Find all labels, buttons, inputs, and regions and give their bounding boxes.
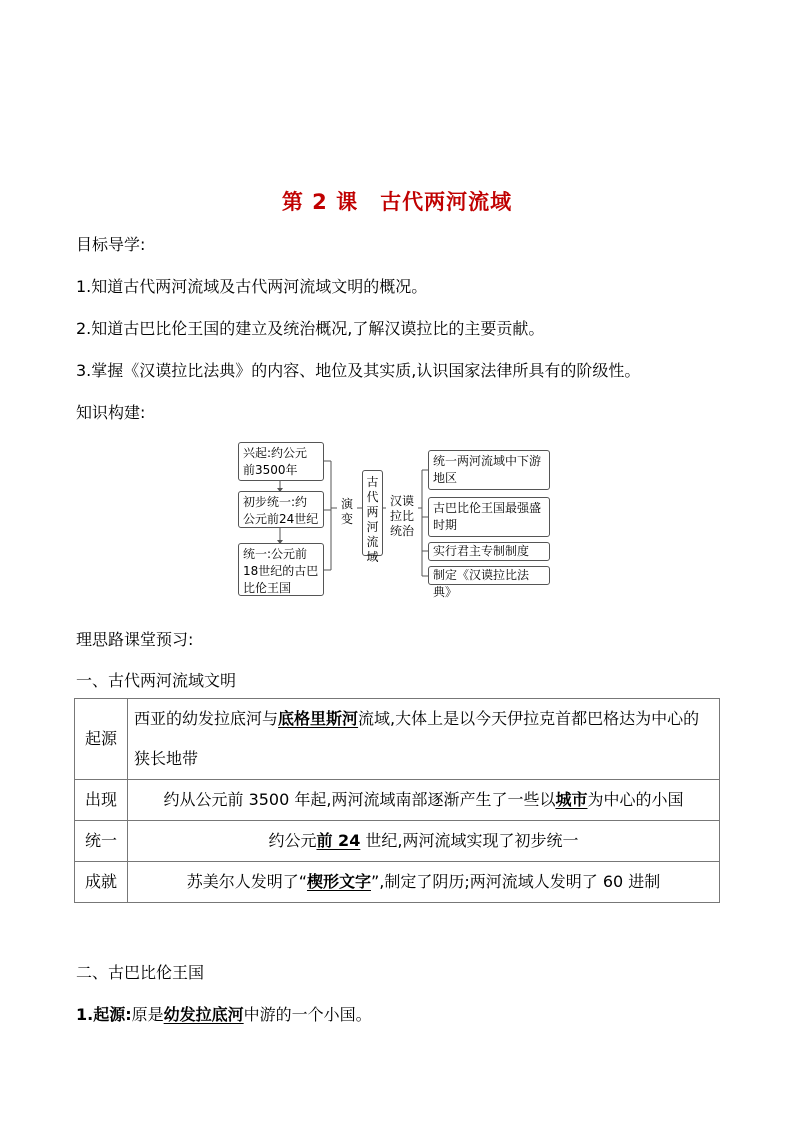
table-row [75, 821, 720, 862]
lesson-name: 古代两河流域 [380, 190, 513, 214]
section2-item-1: 1.起源:原是幼发拉底河中游的一个小国。 [76, 1005, 372, 1024]
goal-item-1: 1.知道古代两河流域及古代两河流域文明的概况。 [76, 277, 428, 296]
initial-unification-box: 初步统一:约公元前24世纪 [238, 491, 324, 528]
origin-box: 兴起:约公元前3500年 [238, 442, 324, 481]
monarchy-box: 实行君主专制制度 [428, 542, 550, 561]
emphasis: 幼发拉底河 [163, 1005, 244, 1024]
section1-heading: 一、古代两河流域文明 [76, 671, 237, 690]
evolution-label: 演变 [337, 493, 357, 529]
emphasis: 前 24 [316, 831, 361, 850]
item-label: 起源: [93, 1005, 132, 1024]
center-topic-box: 古代两河流域 [362, 470, 383, 556]
emphasis: 底格里斯河 [278, 709, 359, 728]
goals-heading: 目标导学: [76, 235, 146, 254]
code-box: 制定《汉谟拉比法典》 [428, 566, 550, 585]
row-value: 西亚的幼发拉底河与底格里斯河流域,大体上是以今天伊拉克首都巴格达为中心的狭长地带 [128, 699, 720, 780]
goal-item-2: 2.知道古巴比伦王国的建立及统治概况,了解汉谟拉比的主要贡献。 [76, 319, 545, 338]
table-row [75, 699, 720, 780]
table-row [75, 780, 720, 821]
goal-item-3: 3.掌握《汉谟拉比法典》的内容、地位及其实质,认识国家法律所具有的阶级性。 [76, 361, 641, 380]
unification-box: 统一:公元前18世纪的古巴比伦王国 [238, 543, 324, 596]
row-value: 约从公元前 3500 年起,两河流域南部逐渐产生了一些以城市为中心的小国 [128, 780, 720, 821]
row-key: 统一 [75, 821, 128, 862]
emphasis: 城市 [555, 790, 588, 809]
page-title [0, 186, 794, 216]
civilization-table [74, 698, 720, 903]
knowledge-heading: 知识构建: [76, 403, 146, 422]
emphasis: 楔形文字 [306, 872, 371, 891]
row-key: 出现 [75, 780, 128, 821]
peak-period-box: 古巴比伦王国最强盛时期 [428, 497, 550, 537]
row-key: 成就 [75, 862, 128, 903]
unify-region-box: 统一两河流域中下游地区 [428, 450, 550, 490]
hammurabi-rule-label: 汉谟拉比统治 [386, 490, 418, 530]
section2-heading: 二、古巴比伦王国 [76, 963, 205, 982]
row-key: 起源 [75, 699, 128, 780]
preview-heading: 理思路课堂预习: [76, 630, 194, 649]
table-row [75, 862, 720, 903]
lesson-number: 第 2 课 [281, 190, 359, 214]
row-value: 约公元前 24 世纪,两河流域实现了初步统一 [128, 821, 720, 862]
row-value: 苏美尔人发明了“楔形文字”,制定了阴历;两河流域人发明了 60 进制 [128, 862, 720, 903]
